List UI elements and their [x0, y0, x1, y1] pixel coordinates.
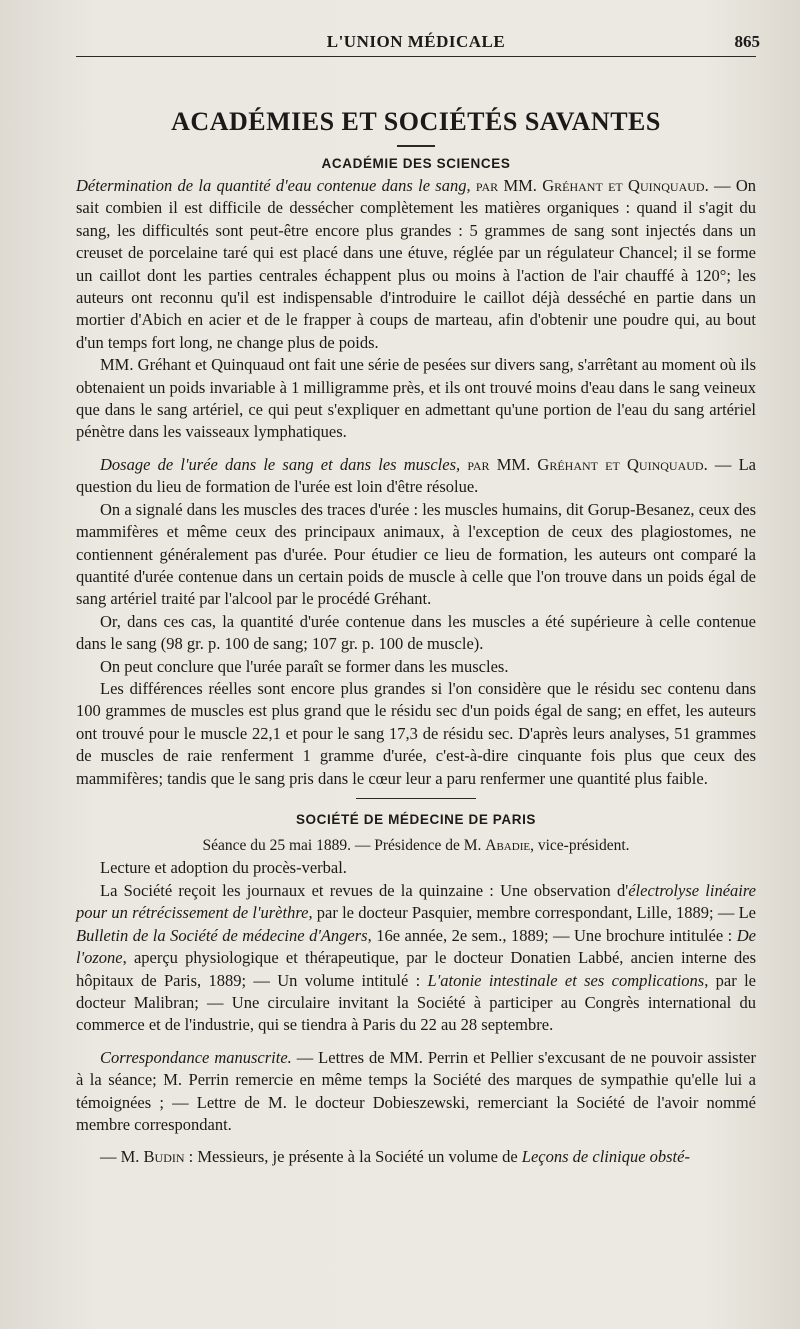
page-number: 865	[734, 32, 760, 51]
seance-date: Séance du 25 mai 1889. — Présidence de M.	[202, 837, 486, 855]
president-name: Abadie	[485, 837, 531, 855]
article-paragraph: On peut conclure que l'urée paraît se former dans les muscles.	[100, 656, 509, 676]
article-authors: par MM. Gréhant et Quinquaud.	[470, 176, 709, 195]
article-text: — La question du lieu de formation de l'urée est loin d'être résolue.	[76, 454, 756, 497]
minutes-text: , aperçu physiologique et thérapeutique, par le docteur Donatien Labbé, ancien interne des hôpitaux de Paris, 1889; — Un volume intitulé :	[76, 948, 756, 990]
minutes-text: — Lettres de MM. Perrin et Pellier s'excusant de ne pouvoir assister à la séance; M. Perrin remercie en même temps la Société des marques de sympathie qu'elle lui a témoignées ; — Lettre de M. le docteur Dobieszewski, remerciant la Société de l'avoir nommé membre correspondant.	[76, 1047, 756, 1134]
running-title: L'UNION MÉDICALE	[326, 32, 506, 51]
work-title: Bulletin de la Société de médecine d'Angers	[76, 925, 368, 945]
article-paragraph: Or, dans ces cas, la quantité d'urée contenue dans les muscles a été supérieure à celle contenue dans le sang (98 gr. p. 100 de sang; 107 gr. p. 100 de muscle).	[76, 611, 756, 654]
minutes-text: , 16e année, 2e sem., 1889; — Une brochure intitulée :	[367, 925, 737, 945]
minutes-paragraph	[76, 1047, 756, 1137]
article-paragraph: On a signalé dans les muscles des traces d'urée : les muscles humains, dit Gorup-Besanez, ceux des mammifères et même ceux des principaux animaux, à l'exception de ceux des plagiostomes, ne contiennent généralement pas d'urée. Pour étudier ce lieu de formation, les auteurs ont comparé la quantité d'urée contenue dans un certain poids de muscle à celle que l'on trouve dans un poids égal de sang artériel traité par l'alcool par le procédé Gréhant.	[76, 499, 756, 609]
minutes-text: , par le docteur Malibran; — Une circulaire invitant la Société à participer au Congrès international du commerce et de l'industrie, qui se tiendra à Paris du 22 au 28 septembre.	[76, 970, 756, 1035]
article-title: Dosage de l'urée dans le sang et dans les muscles,	[100, 454, 461, 474]
work-title: L'atonie intestinale et ses complications	[427, 970, 705, 990]
minutes-paragraph	[76, 1146, 756, 1168]
president-role: , vice-président.	[530, 837, 630, 855]
work-title: De l'ozone	[76, 925, 756, 968]
work-title: Leçons de clinique obsté-	[521, 1147, 690, 1167]
academie-heading: ACADÉMIE DES SCIENCES	[321, 156, 511, 171]
minutes-text: : Messieurs, je présente à la Société un volume de	[184, 1147, 522, 1167]
seance-line	[76, 835, 756, 857]
article-authors: par MM. Gréhant et Quinquaud.	[460, 454, 708, 474]
societe-heading: SOCIÉTÉ DE MÉDECINE DE PARIS	[295, 812, 537, 828]
article-paragraph	[76, 175, 756, 354]
minutes-paragraph: Lecture et adoption du procès-verbal.	[100, 858, 347, 878]
article-title: Détermination de la quantité d'eau contenue dans le sang,	[76, 176, 471, 195]
article-paragraph: Les différences réelles sont encore plus grandes si l'on considère que le résidu sec contenu dans 100 grammes de muscles est plus grand que le résidu sec d'un poids égal de sang; en effet, les auteurs ont trouvé pour le muscle 22,1 et pour le sang 17,3 de résidu sec. D'après leurs analyses, 51 grammes de muscles de raie renferment 1 gramme d'urée, c'est-à-dire cinquante fois plus que ceux des mammifères; tandis que le sang pris dans le cœur leur a paru renfermer une quantité plus faible.	[76, 678, 756, 788]
section-separator	[356, 798, 476, 800]
running-header	[76, 22, 760, 57]
work-title: électrolyse linéaire pour un rétrécissement de l'urèthre	[76, 880, 756, 923]
article-paragraph: MM. Gréhant et Quinquaud ont fait une série de pesées sur divers sang, s'arrêtant au moment où ils obtenaient un poids invariable à 1 milligramme près, et ils ont trouvé moins d'eau dans le sang veineux que dans le sang artériel, ce qui peut s'expliquer en admettant qu'une portion de l'eau du sang artériel pénètre dans les vaisseaux lymphatiques.	[76, 355, 756, 442]
section-title: ACADÉMIES ET SOCIÉTÉS SAVANTES	[171, 107, 661, 136]
minutes-text: — M.	[100, 1147, 144, 1167]
minutes-paragraph	[76, 880, 756, 1037]
article-text: — On sait combien il est difficile de dessécher complètement les matières organiques : quand il s'agit du sang, les difficultés sont peut-être encore plus grandes : 5 grammes de sang sont injectés dans un creuset de porcelaine taré qui est placé dans une étuve, réglée par un régulateur Chancel; il se forme un caillot dont les parties centrales échappent plus ou moins à l'action de l'air chauffé à 120°; les auteurs ont reconnu qu'il est indispensable d'introduire le caillot déjà desséché en partie dans un mortier d'Abich en acier et de le frapper à coups de marteau, afin d'obtenir une poudre qui, au bout d'un temps fort long, ne change plus de poids.	[76, 176, 756, 352]
minutes-text: , par le docteur Pasquier, membre correspondant, Lille, 1889; — Le	[308, 903, 756, 923]
speaker-name: Budin	[143, 1147, 185, 1167]
correspondence-label: Correspondance manuscrite.	[100, 1047, 292, 1067]
article-paragraph	[76, 454, 756, 499]
minutes-text: La Société reçoit les journaux et revues de la quinzaine : Une observation d'	[100, 880, 629, 900]
title-rule	[397, 145, 435, 147]
